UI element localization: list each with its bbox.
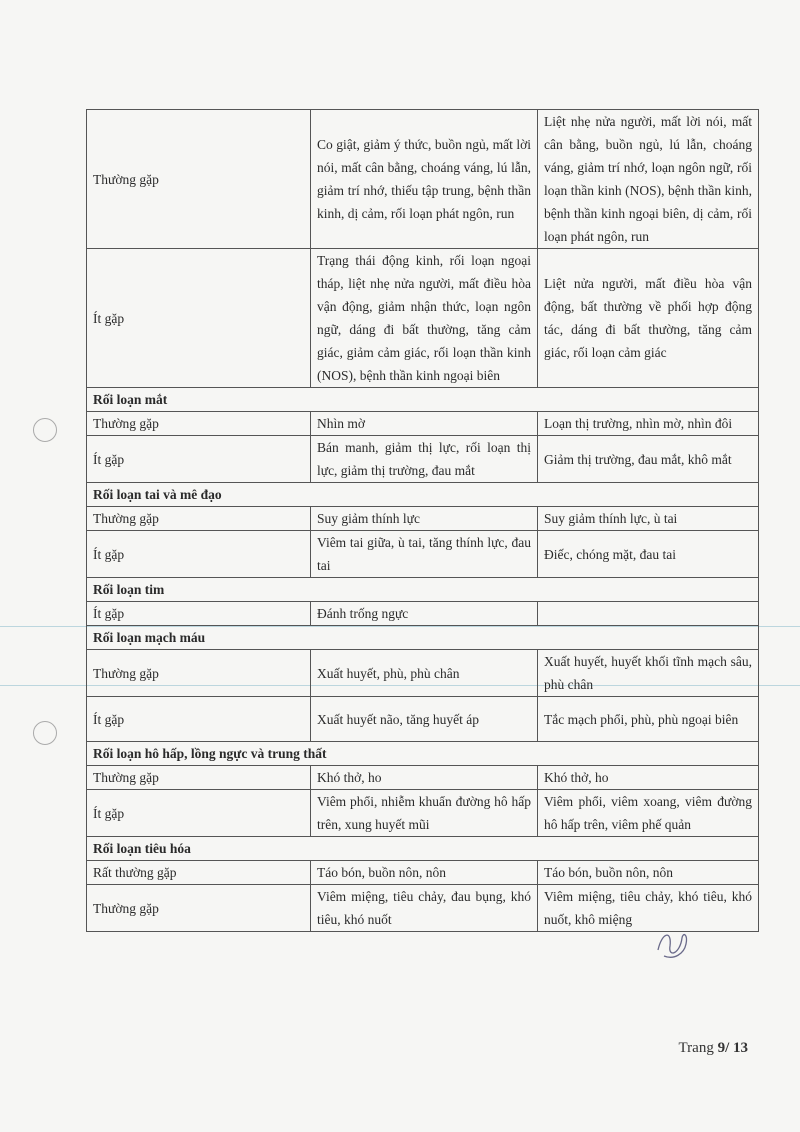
table-row (87, 602, 759, 626)
effects-cell-1: Viêm phổi, nhiễm khuẩn đường hô hấp trên, xung huyết mũi (311, 790, 538, 837)
frequency-cell: Rất thường gặp (87, 861, 311, 885)
section-header-row (87, 837, 759, 861)
binder-hole-icon (33, 418, 57, 442)
frequency-cell: Ít gặp (87, 249, 311, 388)
frequency-cell: Thường gặp (87, 412, 311, 436)
section-header-row (87, 388, 759, 412)
frequency-cell: Ít gặp (87, 602, 311, 626)
effects-cell-1: Đánh trống ngực (311, 602, 538, 626)
effects-cell-2: Khó thở, ho (538, 766, 759, 790)
effects-cell-1: Bán manh, giảm thị lực, rối loạn thị lực, giảm thị trường, đau mắt (311, 436, 538, 483)
effects-cell-2 (538, 602, 759, 626)
adverse-effects-table (86, 109, 759, 932)
frequency-cell: Thường gặp (87, 110, 311, 249)
table-row (87, 507, 759, 531)
effects-cell-1: Viêm tai giữa, ù tai, tăng thính lực, đau tai (311, 531, 538, 578)
effects-cell-2: Điếc, chóng mặt, đau tai (538, 531, 759, 578)
table-row (87, 110, 759, 249)
effects-cell-1: Co giật, giảm ý thức, buồn ngủ, mất lời nói, mất cân bằng, choáng váng, lú lẫn, giảm trí nhớ, thiếu tập trung, bệnh thần kinh, dị cảm, rối loạn phát ngôn, run (311, 110, 538, 249)
frequency-cell: Ít gặp (87, 697, 311, 742)
section-title: Rối loạn mạch máu (87, 626, 759, 650)
effects-cell-2: Tắc mạch phổi, phù, phù ngoại biên (538, 697, 759, 742)
section-title: Rối loạn tai và mê đạo (87, 483, 759, 507)
effects-cell-2: Viêm phổi, viêm xoang, viêm đường hô hấp trên, viêm phế quản (538, 790, 759, 837)
table-row (87, 697, 759, 742)
frequency-cell: Ít gặp (87, 790, 311, 837)
section-header-row (87, 742, 759, 766)
effects-cell-2: Suy giảm thính lực, ù tai (538, 507, 759, 531)
section-header-row (87, 578, 759, 602)
page-number (679, 1040, 748, 1057)
page-count: 9/ 13 (717, 1040, 748, 1056)
table-row (87, 249, 759, 388)
frequency-cell: Thường gặp (87, 507, 311, 531)
frequency-cell: Thường gặp (87, 885, 311, 932)
effects-cell-1: Táo bón, buồn nôn, nôn (311, 861, 538, 885)
effects-cell-1: Xuất huyết não, tăng huyết áp (311, 697, 538, 742)
section-title: Rối loạn tiêu hóa (87, 837, 759, 861)
table-row (87, 436, 759, 483)
section-title: Rối loạn hô hấp, lồng ngực và trung thất (87, 742, 759, 766)
effects-cell-2: Viêm miệng, tiêu chảy, khó tiêu, khó nuốt, khô miệng (538, 885, 759, 932)
effects-cell-2: Xuất huyết, huyết khối tĩnh mạch sâu, phù chân (538, 650, 759, 697)
effects-cell-1: Suy giảm thính lực (311, 507, 538, 531)
table-row (87, 790, 759, 837)
effects-cell-2: Táo bón, buồn nôn, nôn (538, 861, 759, 885)
effects-cell-1: Trạng thái động kinh, rối loạn ngoại tháp, liệt nhẹ nửa người, mất điều hòa vận động, giảm nhận thức, loạn ngôn ngữ, dáng đi bất thường, tăng cảm giác, giảm cảm giác, rối loạn thần kinh (NOS), bệnh thần kinh ngoại biên (311, 249, 538, 388)
frequency-cell: Ít gặp (87, 531, 311, 578)
table-row (87, 861, 759, 885)
handwritten-initials-icon (652, 924, 692, 964)
section-header-row (87, 626, 759, 650)
table-row (87, 766, 759, 790)
effects-cell-2: Loạn thị trường, nhìn mờ, nhìn đôi (538, 412, 759, 436)
section-title: Rối loạn tim (87, 578, 759, 602)
effects-cell-1: Xuất huyết, phù, phù chân (311, 650, 538, 697)
page-label: Trang (678, 1040, 718, 1056)
frequency-cell: Thường gặp (87, 766, 311, 790)
effects-cell-2: Liệt nhẹ nửa người, mất lời nói, mất cân bằng, buồn ngủ, lú lẫn, choáng váng, giảm trí nhớ, loạn ngôn ngữ, rối loạn thần kinh (NOS), bệnh thần kinh, bệnh thần kinh ngoại biên, dị cảm, rối loạn phát ngôn, run (538, 110, 759, 249)
table-row (87, 650, 759, 697)
section-title: Rối loạn mắt (87, 388, 759, 412)
table-row (87, 412, 759, 436)
frequency-cell: Thường gặp (87, 650, 311, 697)
effects-cell-1: Khó thở, ho (311, 766, 538, 790)
effects-cell-1: Nhìn mờ (311, 412, 538, 436)
effects-cell-1: Viêm miệng, tiêu chảy, đau bụng, khó tiêu, khó nuốt (311, 885, 538, 932)
table-row (87, 531, 759, 578)
binder-hole-icon (33, 721, 57, 745)
effects-cell-2: Giảm thị trường, đau mắt, khô mắt (538, 436, 759, 483)
effects-cell-2: Liệt nửa người, mất điều hòa vận động, bất thường về phối hợp động tác, dáng đi bất thường, tăng cảm giác, rối loạn cảm giác (538, 249, 759, 388)
frequency-cell: Ít gặp (87, 436, 311, 483)
section-header-row (87, 483, 759, 507)
